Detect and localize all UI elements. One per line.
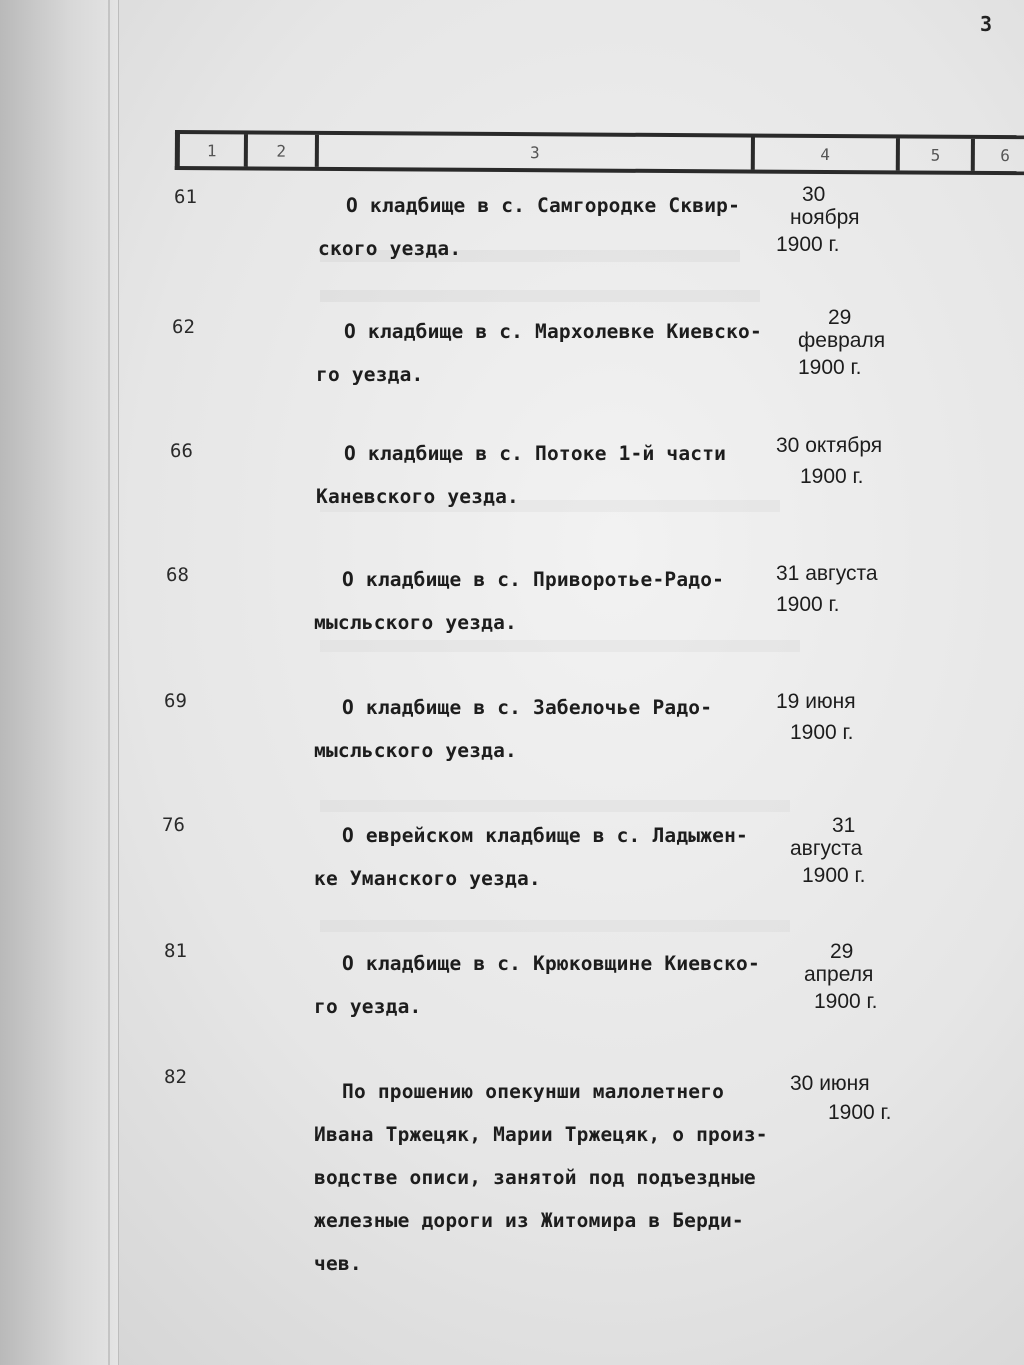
description-line: По прошению опекунши малолетнего: [342, 1080, 725, 1103]
date-line: 1900 г.: [802, 864, 866, 887]
date-line: февраля: [798, 329, 886, 352]
date-line: ноября: [790, 206, 860, 229]
entry-number: 61: [174, 186, 197, 208]
column-header-cell: 3: [319, 135, 755, 170]
binding-fold: [108, 0, 110, 1365]
column-header-cell: 6: [1000, 145, 1010, 165]
description-line: го уезда.: [314, 995, 422, 1018]
bleed-through-texture: [320, 800, 790, 812]
date-line: 29: [828, 306, 852, 329]
entry-date: [776, 562, 878, 616]
date-line: 1900 г.: [800, 465, 864, 488]
entry-number: 66: [170, 440, 193, 462]
description-line: мысльского уезда.: [314, 739, 517, 762]
date-line: 1900 г.: [776, 593, 840, 616]
date-line: 19 июня: [776, 690, 856, 713]
column-header-cell: 4: [754, 138, 899, 171]
description-line: О кладбище в с. Забелочье Радо-: [342, 696, 713, 719]
description-line: ке Уманского уезда.: [314, 867, 541, 890]
entry-date: [804, 940, 877, 1013]
entry-description: [318, 184, 740, 270]
column-header-cell: 2: [247, 134, 319, 166]
date-line: 1900 г.: [798, 356, 862, 379]
date-line: 29: [830, 940, 854, 963]
book-spine-shadow: [0, 0, 119, 1365]
entry-number: 81: [164, 940, 187, 962]
date-line: 30 июня: [790, 1072, 870, 1095]
date-line: 1900 г.: [790, 721, 854, 744]
bleed-through-texture: [320, 920, 790, 932]
entry-description: [316, 310, 762, 396]
date-line: 30: [802, 183, 826, 206]
column-header-cell: 1: [180, 134, 248, 166]
description-line: го уезда.: [316, 363, 424, 386]
entry-number: 69: [164, 690, 187, 712]
entry-description: [314, 942, 760, 1028]
date-line: апреля: [804, 963, 874, 986]
entry-number: 82: [164, 1066, 187, 1088]
entry-description: [314, 1070, 768, 1285]
entry-date: [776, 690, 856, 744]
entry-date: [790, 814, 865, 887]
date-line: 30 октября: [776, 434, 883, 457]
date-line: 1900 г.: [776, 233, 840, 256]
entry-number: 76: [162, 814, 185, 836]
entry-description: [314, 686, 712, 772]
description-line: чев.: [314, 1252, 362, 1275]
entry-number: 62: [172, 316, 195, 338]
description-line: О кладбище в с. Мархолевке Киевско-: [344, 320, 762, 343]
bleed-through-texture: [320, 290, 760, 302]
date-line: августа: [790, 837, 863, 860]
entry-date: [790, 1072, 891, 1124]
description-line: О кладбище в с. Самгородке Сквир-: [346, 194, 741, 217]
entry-date: [776, 183, 860, 256]
entry-description: [314, 558, 724, 644]
description-line: мысльского уезда.: [314, 611, 517, 634]
entry-date: [798, 306, 885, 379]
description-line: Ивана Тржецяк, Марии Тржецяк, о произ-: [314, 1123, 768, 1146]
date-line: 31: [832, 814, 856, 837]
column-header-cell: 5: [900, 138, 976, 170]
entry-description: [314, 814, 748, 900]
date-line: 1900 г.: [828, 1101, 892, 1124]
description-line: ского уезда.: [318, 237, 462, 260]
date-line: 1900 г.: [814, 990, 878, 1013]
description-line: О кладбище в с. Крюковщине Киевско-: [342, 952, 760, 975]
page-number: 3: [980, 12, 993, 36]
entry-date: [776, 434, 882, 488]
description-line: Каневского уезда.: [316, 485, 519, 508]
description-line: О еврейском кладбище в с. Ладыжен-: [342, 824, 748, 847]
entry-description: [316, 432, 726, 518]
description-line: железные дороги из Житомира в Берди-: [314, 1209, 744, 1232]
entry-number: 68: [166, 564, 189, 586]
description-line: О кладбище в с. Потоке 1-й части: [344, 442, 727, 465]
description-line: О кладбище в с. Приворотье-Радо-: [342, 568, 725, 591]
column-header-row: [175, 130, 1024, 175]
date-line: 31 августа: [776, 562, 878, 585]
description-line: водстве описи, занятой под подъездные: [314, 1166, 756, 1189]
